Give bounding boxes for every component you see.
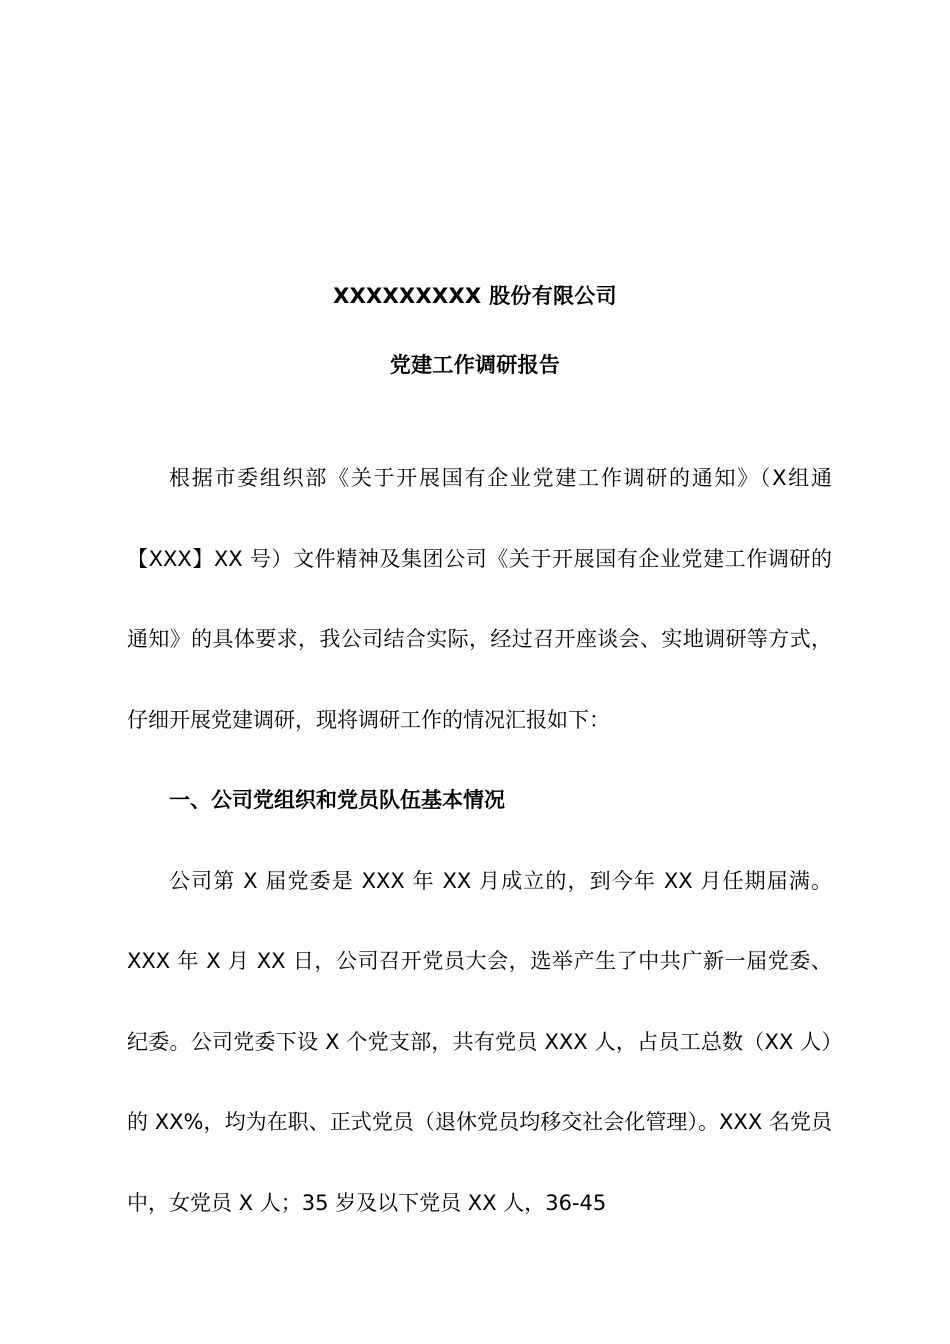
- section-heading-1: 一、公司党组织和党员队伍基本情况: [169, 788, 505, 812]
- intro-paragraph: 根据市委组织部《关于开展国有企业党建工作调研的通知》（X组通【XXX】XX 号）文件精神及集团公司《关于开展国有企业党建工作调研的通知》的具体要求，我公司结合实际，经过召开座谈会、实地调研等方式，仔细开展党建调研，现将调研工作的情况汇报如下：: [127, 466, 832, 732]
- document-title-company: XXXXXXXXX 股份有限公司: [333, 284, 617, 308]
- document-title-report: 党建工作调研报告: [389, 353, 561, 377]
- section-paragraph-1: 公司第 X 届党委是 XXX 年 XX 月成立的，到今年 XX 月任期届满。XXX 年 X 月 XX 日，公司召开党员大会，选举产生了中共广新一届党委、纪委。公司党委下设 X 个党支部，共有党员 XXX 人，占员工总数（XX 人）的 XX%，均为在职、正式党员（退休党员均移交社会化管理）。XXX 名党员中，女党员 X 人；35 岁及以下党员 XX 人，36-45: [127, 868, 832, 1215]
- document-body: [127, 438, 832, 1243]
